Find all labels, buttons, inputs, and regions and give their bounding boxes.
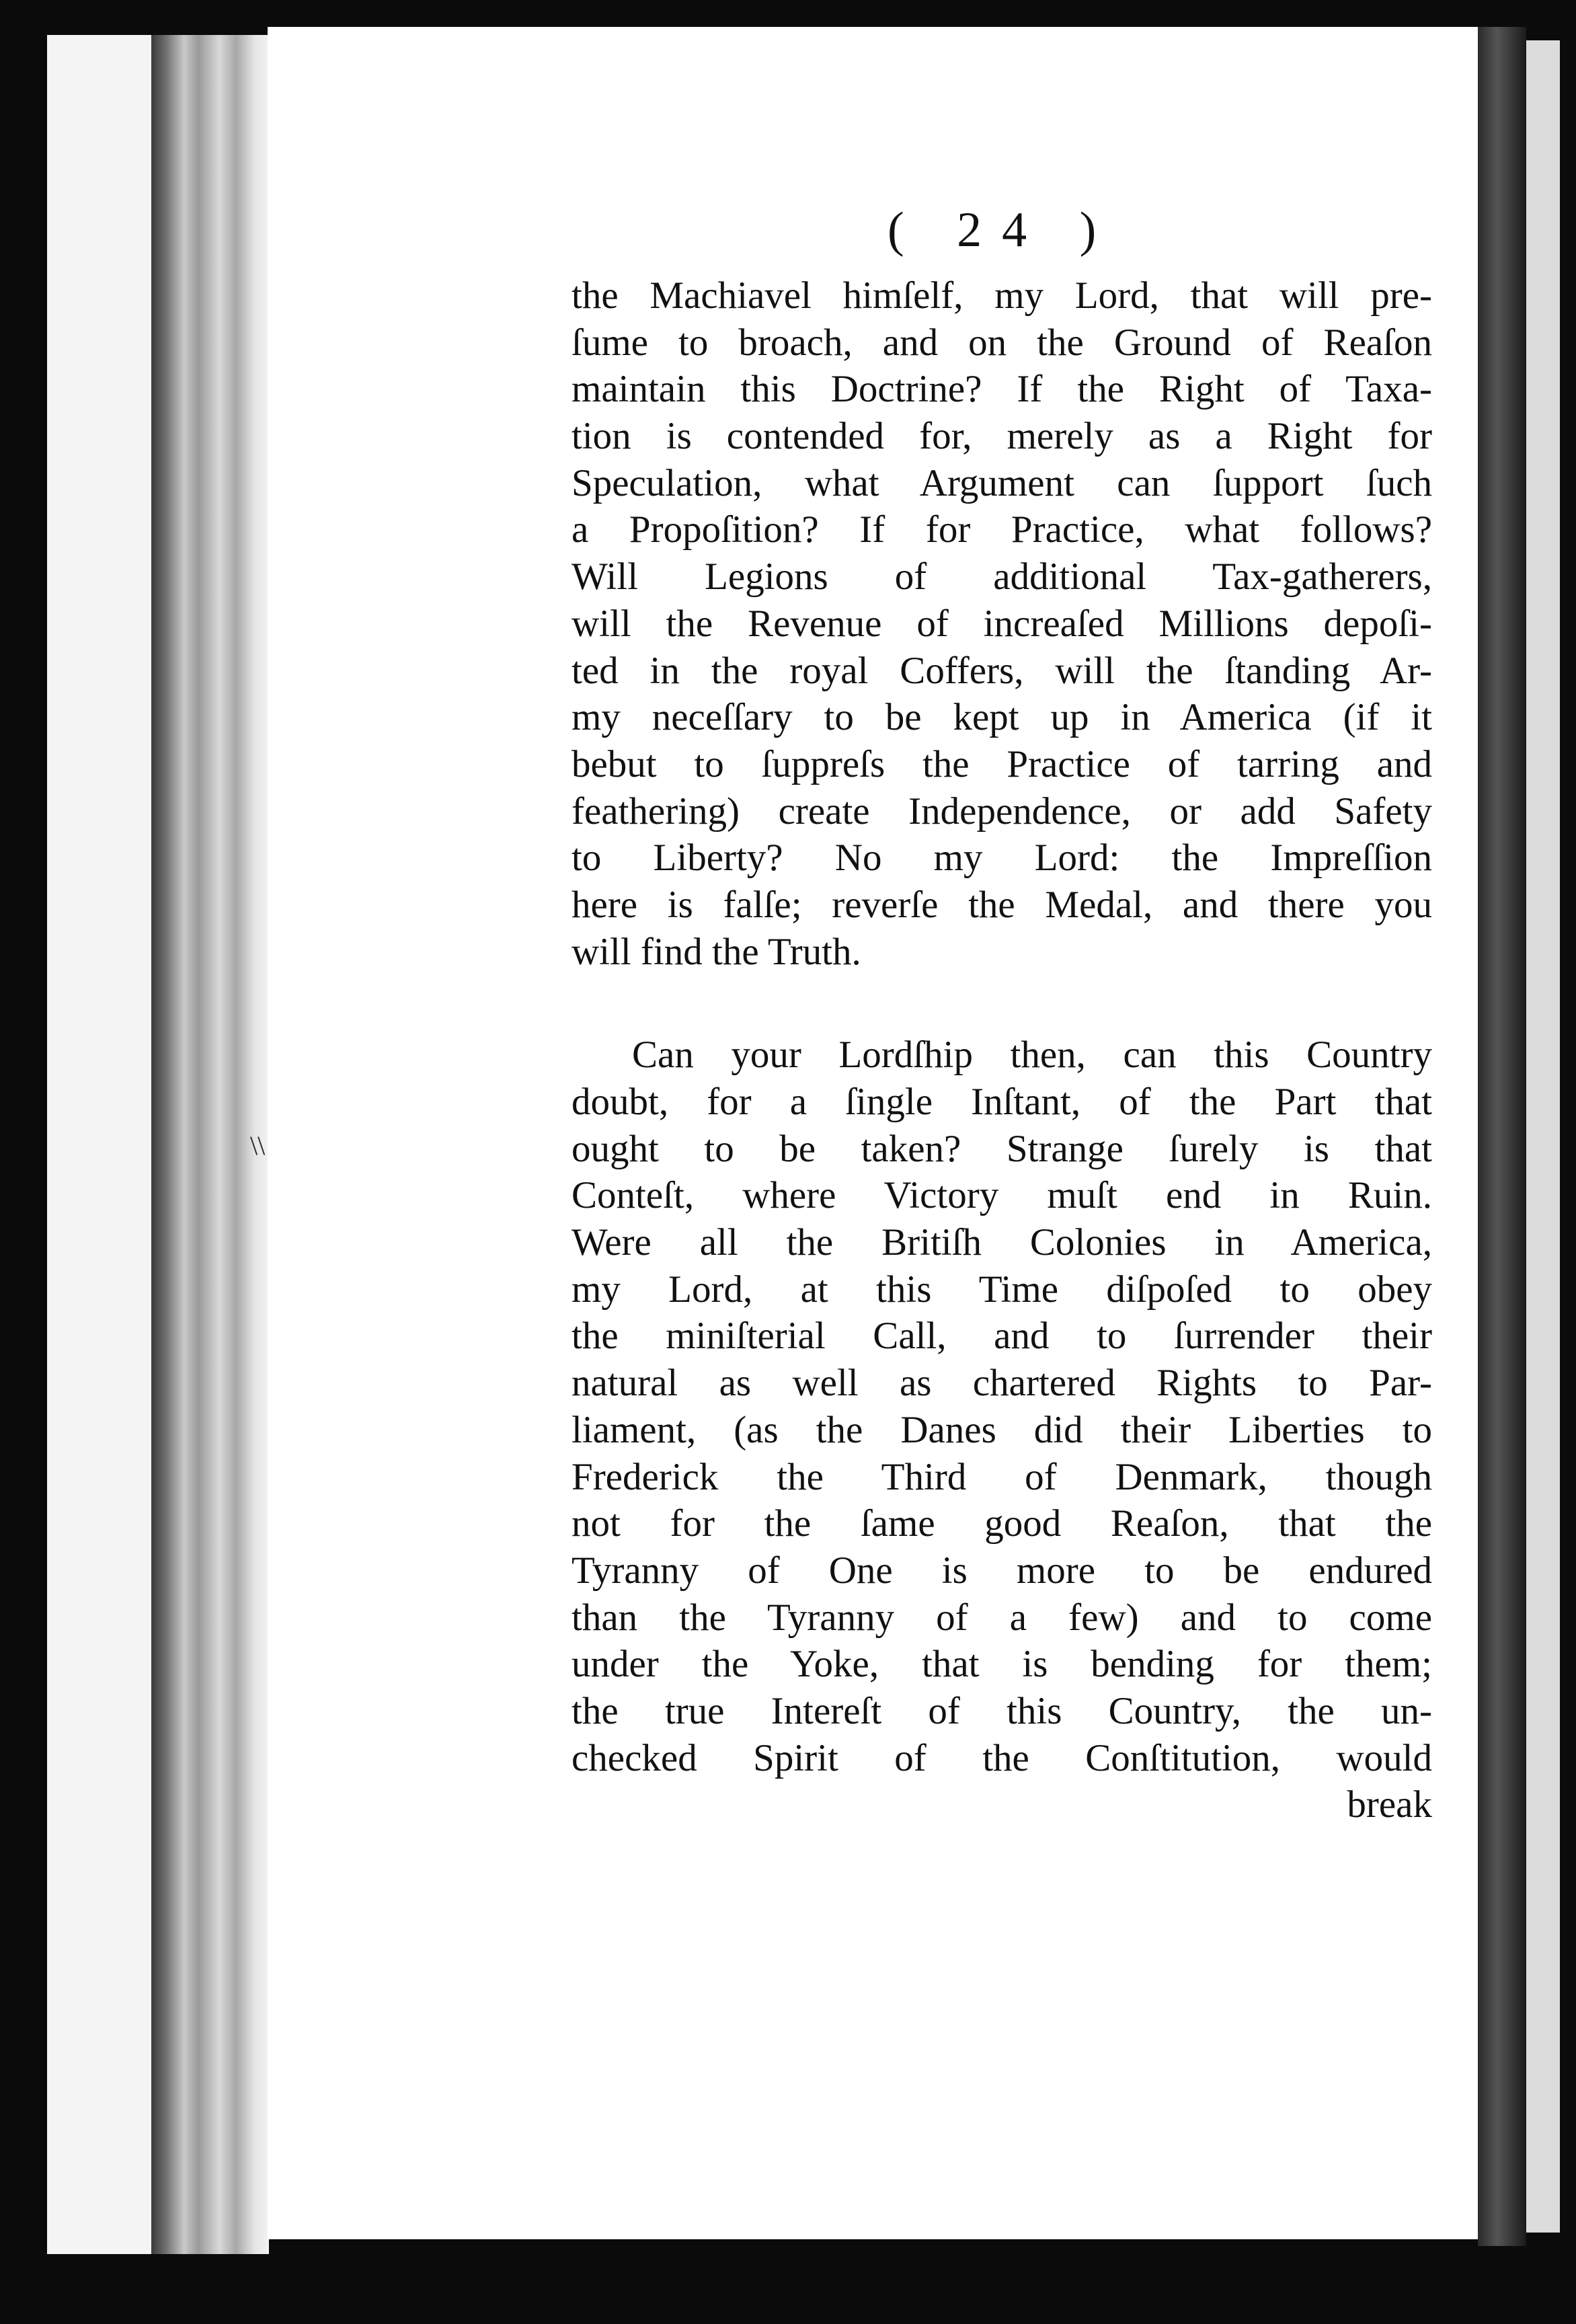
text-line: the Machiavel himſelf, my Lord, that will pre- xyxy=(572,274,1432,317)
paragraph-2 xyxy=(572,1032,1432,1828)
text-line: bebut to ſuppreſs the Practice of tarring and xyxy=(572,742,1432,785)
paragraph-1 xyxy=(572,272,1432,975)
page-number: ( 24 ) xyxy=(888,202,1117,258)
text-line: feathering) create Independence, or add Safety xyxy=(572,789,1432,832)
text-line: maintain this Doctrine? If the Right of Taxa- xyxy=(572,368,1432,411)
text-line: ted in the royal Coffers, will the ſtanding Ar- xyxy=(572,649,1432,692)
text-line: ought to be taken? Strange ſurely is that xyxy=(572,1127,1432,1170)
text-line: not for the ſame good Reaſon, that the xyxy=(572,1502,1432,1545)
text-line: Conteſt, where Victory muſt end in Ruin. xyxy=(572,1174,1432,1217)
text-line: checked Spirit of the Conſtitution, would xyxy=(572,1736,1432,1779)
text-line: Will Legions of additional Tax-gatherers, xyxy=(572,555,1432,598)
text-line: a Propoſition? If for Practice, what follows? xyxy=(572,508,1432,551)
right-page-edge xyxy=(1478,27,1526,2246)
right-paper-sliver xyxy=(1526,40,1560,2233)
text-line: will the Revenue of increaſed Millions depoſi- xyxy=(572,602,1432,645)
text-line: natural as well as chartered Rights to Par- xyxy=(572,1362,1432,1405)
text-line: to Liberty? No my Lord: the Impreſſion xyxy=(572,837,1432,880)
text-line: my neceſſary to be kept up in America (if it xyxy=(572,696,1432,739)
text-line: ſume to broach, and on the Ground of Reaſon xyxy=(572,321,1432,364)
text-line: liament, (as the Danes did their Liberties to xyxy=(572,1408,1432,1451)
text-line: than the Tyranny of a few) and to come xyxy=(572,1596,1432,1639)
facing-page-edge xyxy=(47,35,158,2254)
text-line: will find the Truth. xyxy=(572,930,861,973)
text-line: Were all the Britiſh Colonies in America, xyxy=(572,1221,1432,1264)
text-line: here is falſe; reverſe the Medal, and there you xyxy=(572,883,1432,926)
text-line: under the Yoke, that is bending for them; xyxy=(572,1643,1432,1686)
text-line: Speculation, what Argument can ſupport ſuch xyxy=(572,461,1432,504)
text-line: the true Intereſt of this Country, the un- xyxy=(572,1689,1432,1732)
text-line: my Lord, at this Time diſpoſed to obey xyxy=(572,1268,1432,1311)
text-line: Frederick the Third of Denmark, though xyxy=(572,1455,1432,1498)
body-text xyxy=(572,272,1432,1828)
text-line: doubt, for a ſingle Inſtant, of the Part that xyxy=(572,1081,1432,1123)
text-line: the miniſterial Call, and to ſurrender their xyxy=(572,1315,1432,1358)
catchword: break xyxy=(1347,1783,1432,1826)
text-line: Tyranny of One is more to be endured xyxy=(572,1549,1432,1592)
text-line: Can your Lordſhip then, can this Country xyxy=(632,1034,1432,1077)
margin-mark: \\ xyxy=(250,1130,266,1161)
text-line: tion is contended for, merely as a Right for xyxy=(572,415,1432,458)
